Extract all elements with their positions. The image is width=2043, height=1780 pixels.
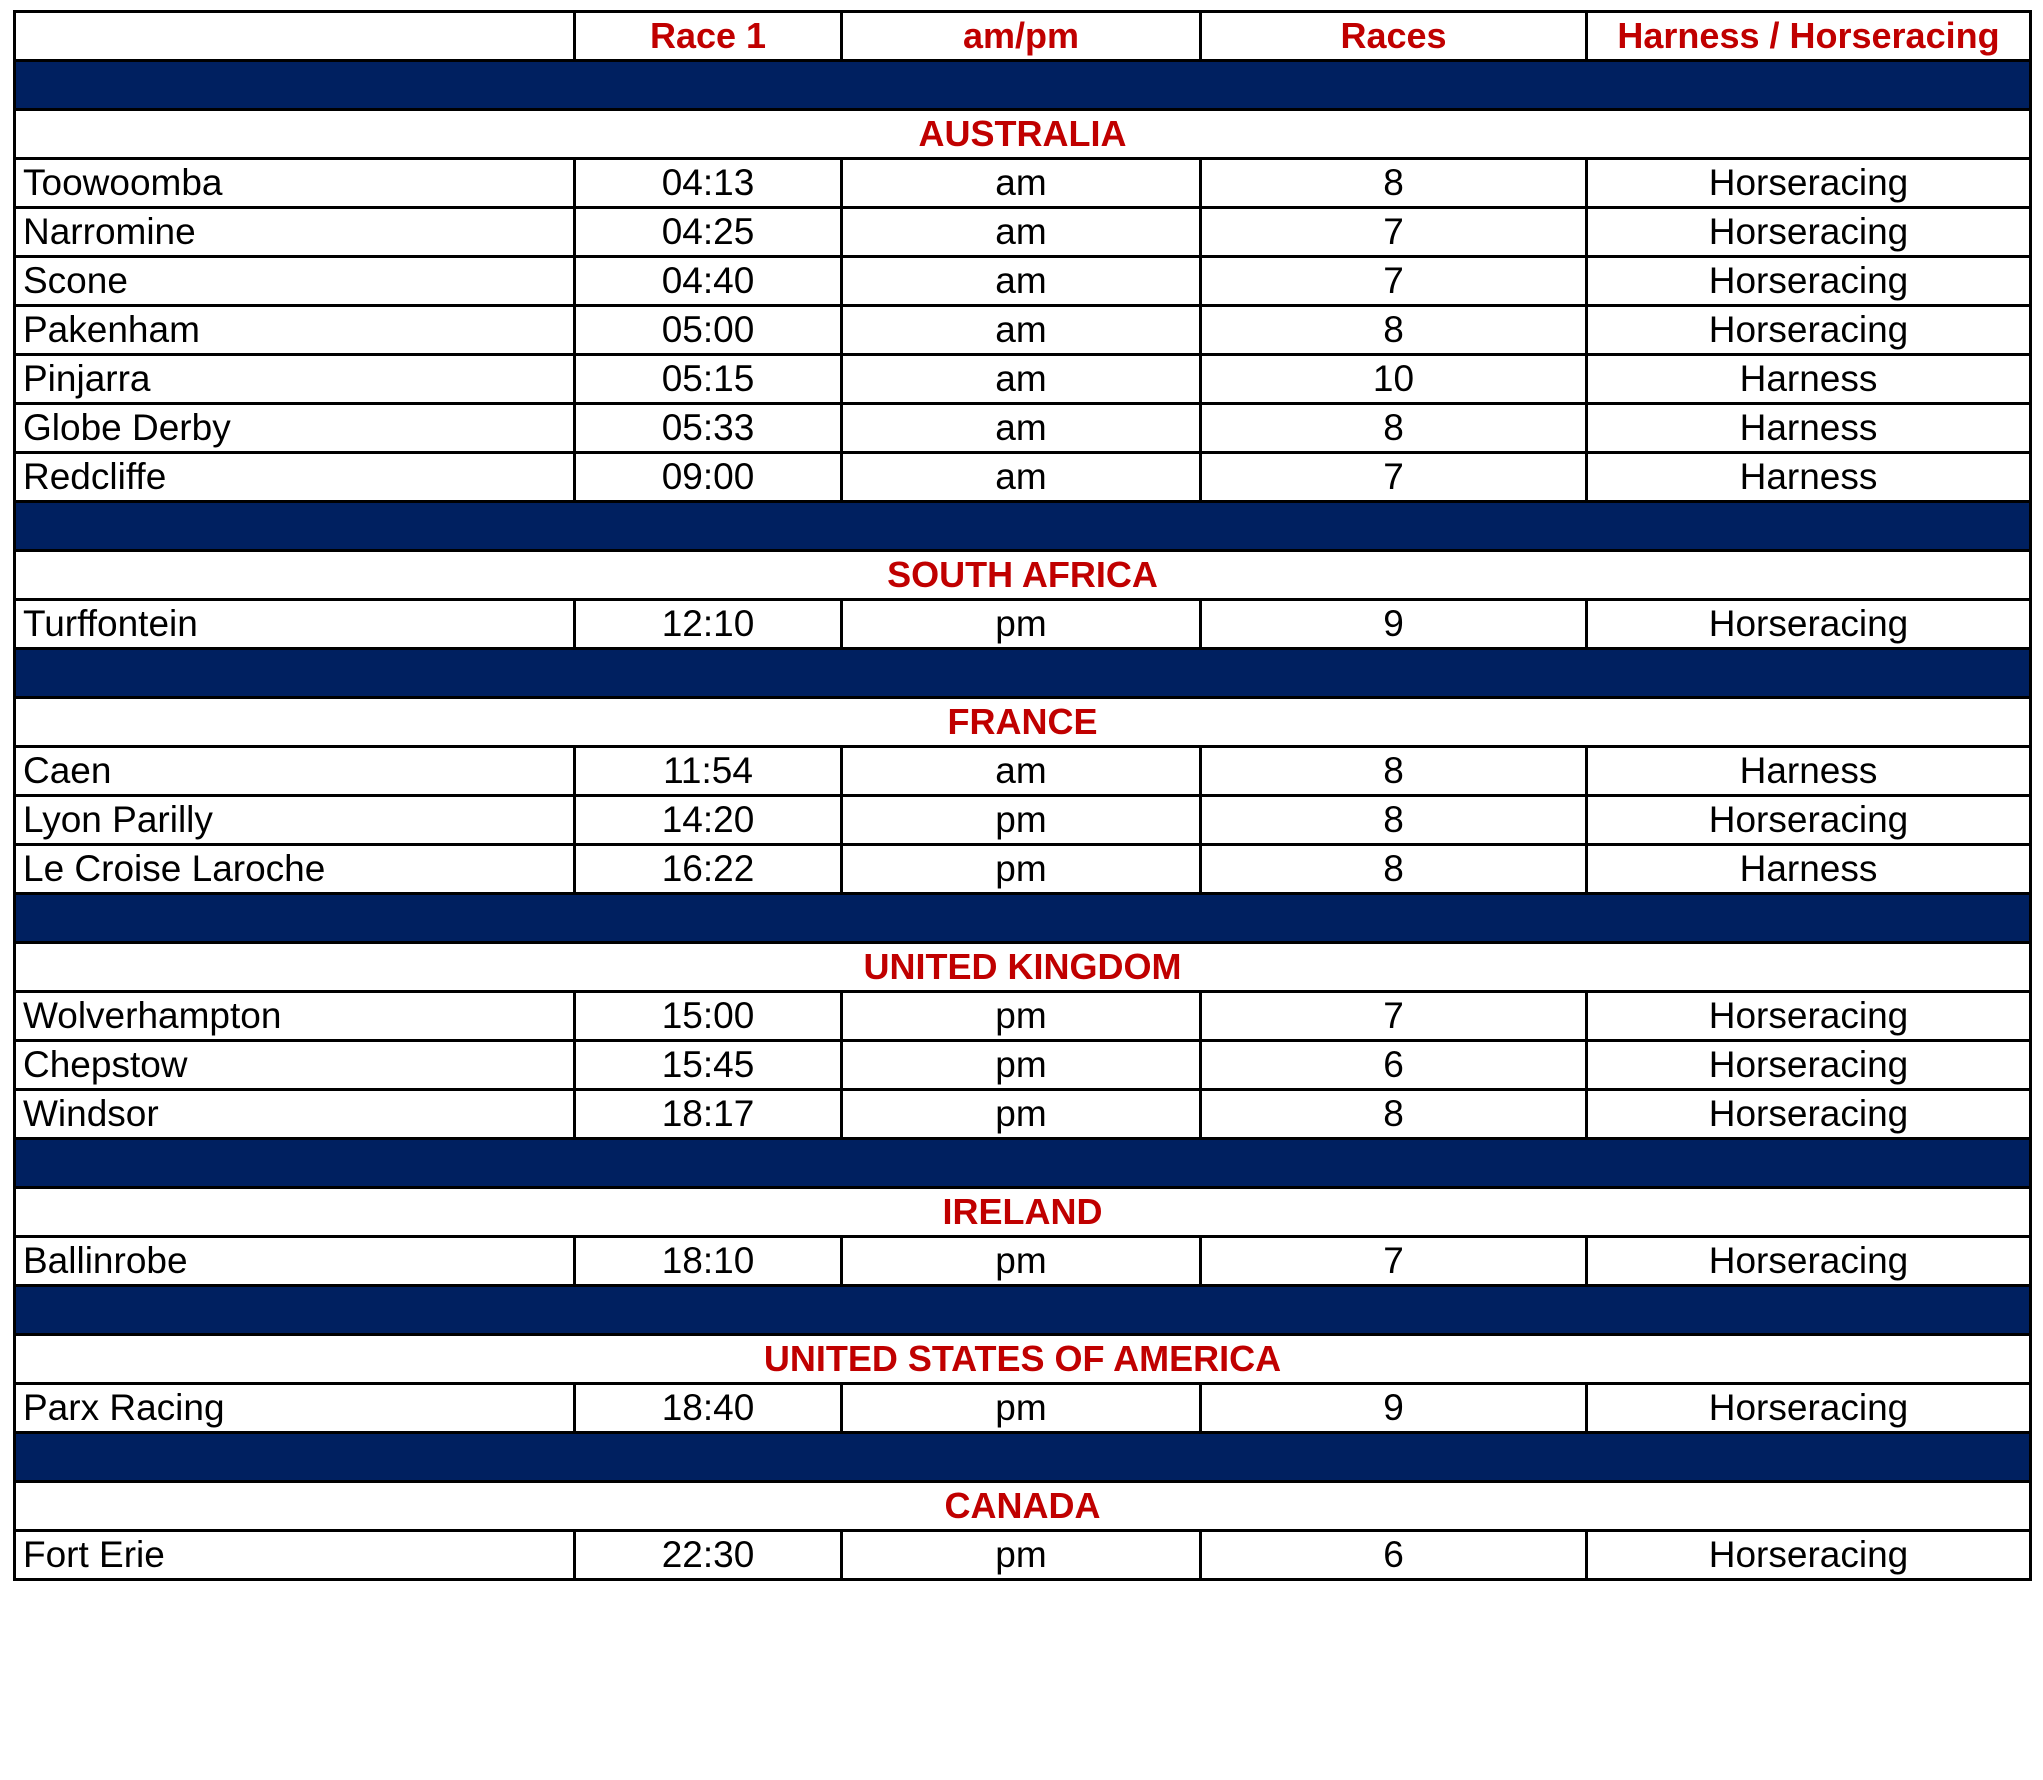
- country-heading: UNITED KINGDOM: [15, 943, 2031, 992]
- am-pm-cell: pm: [842, 992, 1201, 1041]
- race-1-time-cell: 16:22: [575, 845, 842, 894]
- am-pm-cell: am: [842, 453, 1201, 502]
- table-row: [15, 208, 2031, 257]
- race-type-cell: Horseracing: [1587, 257, 2031, 306]
- header-race-type: Harness / Horseracing: [1587, 12, 2031, 61]
- header-row: [15, 12, 2031, 61]
- race-type-cell: Harness: [1587, 747, 2031, 796]
- venue-cell: Narromine: [15, 208, 575, 257]
- am-pm-cell: pm: [842, 1237, 1201, 1286]
- race-count-cell: 6: [1201, 1041, 1587, 1090]
- am-pm-cell: am: [842, 306, 1201, 355]
- divider-band-cell: [15, 649, 2031, 698]
- venue-cell: Redcliffe: [15, 453, 575, 502]
- race-count-cell: 7: [1201, 257, 1587, 306]
- am-pm-cell: am: [842, 257, 1201, 306]
- race-1-time-cell: 15:45: [575, 1041, 842, 1090]
- divider-band-cell: [15, 1139, 2031, 1188]
- race-count-cell: 7: [1201, 453, 1587, 502]
- divider-band-cell: [15, 1286, 2031, 1335]
- table-row: [15, 747, 2031, 796]
- header-venue: [15, 12, 575, 61]
- am-pm-cell: am: [842, 355, 1201, 404]
- country-heading: UNITED STATES OF AMERICA: [15, 1335, 2031, 1384]
- race-type-cell: Harness: [1587, 453, 2031, 502]
- schedule-body: [15, 61, 2031, 1580]
- divider-band-cell: [15, 894, 2031, 943]
- section-divider-band: [15, 1433, 2031, 1482]
- venue-cell: Le Croise Laroche: [15, 845, 575, 894]
- race-type-cell: Horseracing: [1587, 600, 2031, 649]
- race-count-cell: 7: [1201, 208, 1587, 257]
- venue-cell: Scone: [15, 257, 575, 306]
- race-count-cell: 8: [1201, 159, 1587, 208]
- venue-cell: Ballinrobe: [15, 1237, 575, 1286]
- venue-cell: Windsor: [15, 1090, 575, 1139]
- am-pm-cell: pm: [842, 600, 1201, 649]
- venue-cell: Fort Erie: [15, 1531, 575, 1580]
- country-heading-row: [15, 1188, 2031, 1237]
- race-type-cell: Horseracing: [1587, 208, 2031, 257]
- table-row: [15, 1090, 2031, 1139]
- table-row: [15, 453, 2031, 502]
- race-1-time-cell: 04:40: [575, 257, 842, 306]
- race-type-cell: Horseracing: [1587, 1041, 2031, 1090]
- venue-cell: Pinjarra: [15, 355, 575, 404]
- divider-band-cell: [15, 61, 2031, 110]
- country-heading: FRANCE: [15, 698, 2031, 747]
- section-divider-band: [15, 1139, 2031, 1188]
- race-type-cell: Horseracing: [1587, 159, 2031, 208]
- race-type-cell: Horseracing: [1587, 306, 2031, 355]
- race-1-time-cell: 05:00: [575, 306, 842, 355]
- table-row: [15, 159, 2031, 208]
- am-pm-cell: pm: [842, 1531, 1201, 1580]
- race-count-cell: 9: [1201, 600, 1587, 649]
- venue-cell: Toowoomba: [15, 159, 575, 208]
- race-count-cell: 7: [1201, 1237, 1587, 1286]
- race-1-time-cell: 04:13: [575, 159, 842, 208]
- race-1-time-cell: 05:33: [575, 404, 842, 453]
- race-count-cell: 8: [1201, 306, 1587, 355]
- venue-cell: Lyon Parilly: [15, 796, 575, 845]
- am-pm-cell: am: [842, 404, 1201, 453]
- divider-band-cell: [15, 502, 2031, 551]
- race-type-cell: Horseracing: [1587, 992, 2031, 1041]
- race-type-cell: Harness: [1587, 845, 2031, 894]
- table-row: [15, 306, 2031, 355]
- am-pm-cell: pm: [842, 1041, 1201, 1090]
- table-row: [15, 257, 2031, 306]
- race-count-cell: 8: [1201, 747, 1587, 796]
- race-1-time-cell: 18:17: [575, 1090, 842, 1139]
- am-pm-cell: pm: [842, 845, 1201, 894]
- header-am-pm: am/pm: [842, 12, 1201, 61]
- race-1-time-cell: 05:15: [575, 355, 842, 404]
- race-count-cell: 8: [1201, 404, 1587, 453]
- header-race-1: Race 1: [575, 12, 842, 61]
- country-heading-row: [15, 551, 2031, 600]
- table-row: [15, 404, 2031, 453]
- race-1-time-cell: 12:10: [575, 600, 842, 649]
- race-type-cell: Horseracing: [1587, 1531, 2031, 1580]
- race-count-cell: 10: [1201, 355, 1587, 404]
- race-type-cell: Horseracing: [1587, 1384, 2031, 1433]
- race-1-time-cell: 15:00: [575, 992, 842, 1041]
- race-type-cell: Harness: [1587, 355, 2031, 404]
- race-1-time-cell: 09:00: [575, 453, 842, 502]
- race-type-cell: Horseracing: [1587, 1090, 2031, 1139]
- race-type-cell: Harness: [1587, 404, 2031, 453]
- venue-cell: Parx Racing: [15, 1384, 575, 1433]
- race-1-time-cell: 18:10: [575, 1237, 842, 1286]
- race-type-cell: Horseracing: [1587, 1237, 2031, 1286]
- country-heading-row: [15, 943, 2031, 992]
- table-row: [15, 1531, 2031, 1580]
- race-count-cell: 8: [1201, 1090, 1587, 1139]
- am-pm-cell: am: [842, 159, 1201, 208]
- table-row: [15, 600, 2031, 649]
- venue-cell: Caen: [15, 747, 575, 796]
- country-heading: SOUTH AFRICA: [15, 551, 2031, 600]
- country-heading-row: [15, 1482, 2031, 1531]
- section-divider-band: [15, 649, 2031, 698]
- race-1-time-cell: 11:54: [575, 747, 842, 796]
- race-count-cell: 6: [1201, 1531, 1587, 1580]
- race-count-cell: 7: [1201, 992, 1587, 1041]
- table-row: [15, 355, 2031, 404]
- table-row: [15, 796, 2031, 845]
- table-row: [15, 1041, 2031, 1090]
- table-row: [15, 1237, 2031, 1286]
- venue-cell: Chepstow: [15, 1041, 575, 1090]
- country-heading: CANADA: [15, 1482, 2031, 1531]
- country-heading: IRELAND: [15, 1188, 2031, 1237]
- race-count-cell: 9: [1201, 1384, 1587, 1433]
- race-1-time-cell: 18:40: [575, 1384, 842, 1433]
- section-divider-band: [15, 894, 2031, 943]
- table-row: [15, 845, 2031, 894]
- race-count-cell: 8: [1201, 845, 1587, 894]
- am-pm-cell: am: [842, 747, 1201, 796]
- table-row: [15, 992, 2031, 1041]
- am-pm-cell: pm: [842, 1384, 1201, 1433]
- am-pm-cell: am: [842, 208, 1201, 257]
- header-races: Races: [1201, 12, 1587, 61]
- race-count-cell: 8: [1201, 796, 1587, 845]
- divider-band-cell: [15, 1433, 2031, 1482]
- country-heading-row: [15, 698, 2031, 747]
- country-heading-row: [15, 1335, 2031, 1384]
- am-pm-cell: pm: [842, 1090, 1201, 1139]
- race-1-time-cell: 22:30: [575, 1531, 842, 1580]
- section-divider-band: [15, 502, 2031, 551]
- am-pm-cell: pm: [842, 796, 1201, 845]
- country-heading: AUSTRALIA: [15, 110, 2031, 159]
- race-schedule-table: [13, 10, 2032, 1581]
- race-type-cell: Horseracing: [1587, 796, 2031, 845]
- venue-cell: Wolverhampton: [15, 992, 575, 1041]
- race-1-time-cell: 14:20: [575, 796, 842, 845]
- section-divider-band: [15, 1286, 2031, 1335]
- country-heading-row: [15, 110, 2031, 159]
- venue-cell: Turffontein: [15, 600, 575, 649]
- table-row: [15, 1384, 2031, 1433]
- venue-cell: Globe Derby: [15, 404, 575, 453]
- section-divider-band: [15, 61, 2031, 110]
- race-1-time-cell: 04:25: [575, 208, 842, 257]
- venue-cell: Pakenham: [15, 306, 575, 355]
